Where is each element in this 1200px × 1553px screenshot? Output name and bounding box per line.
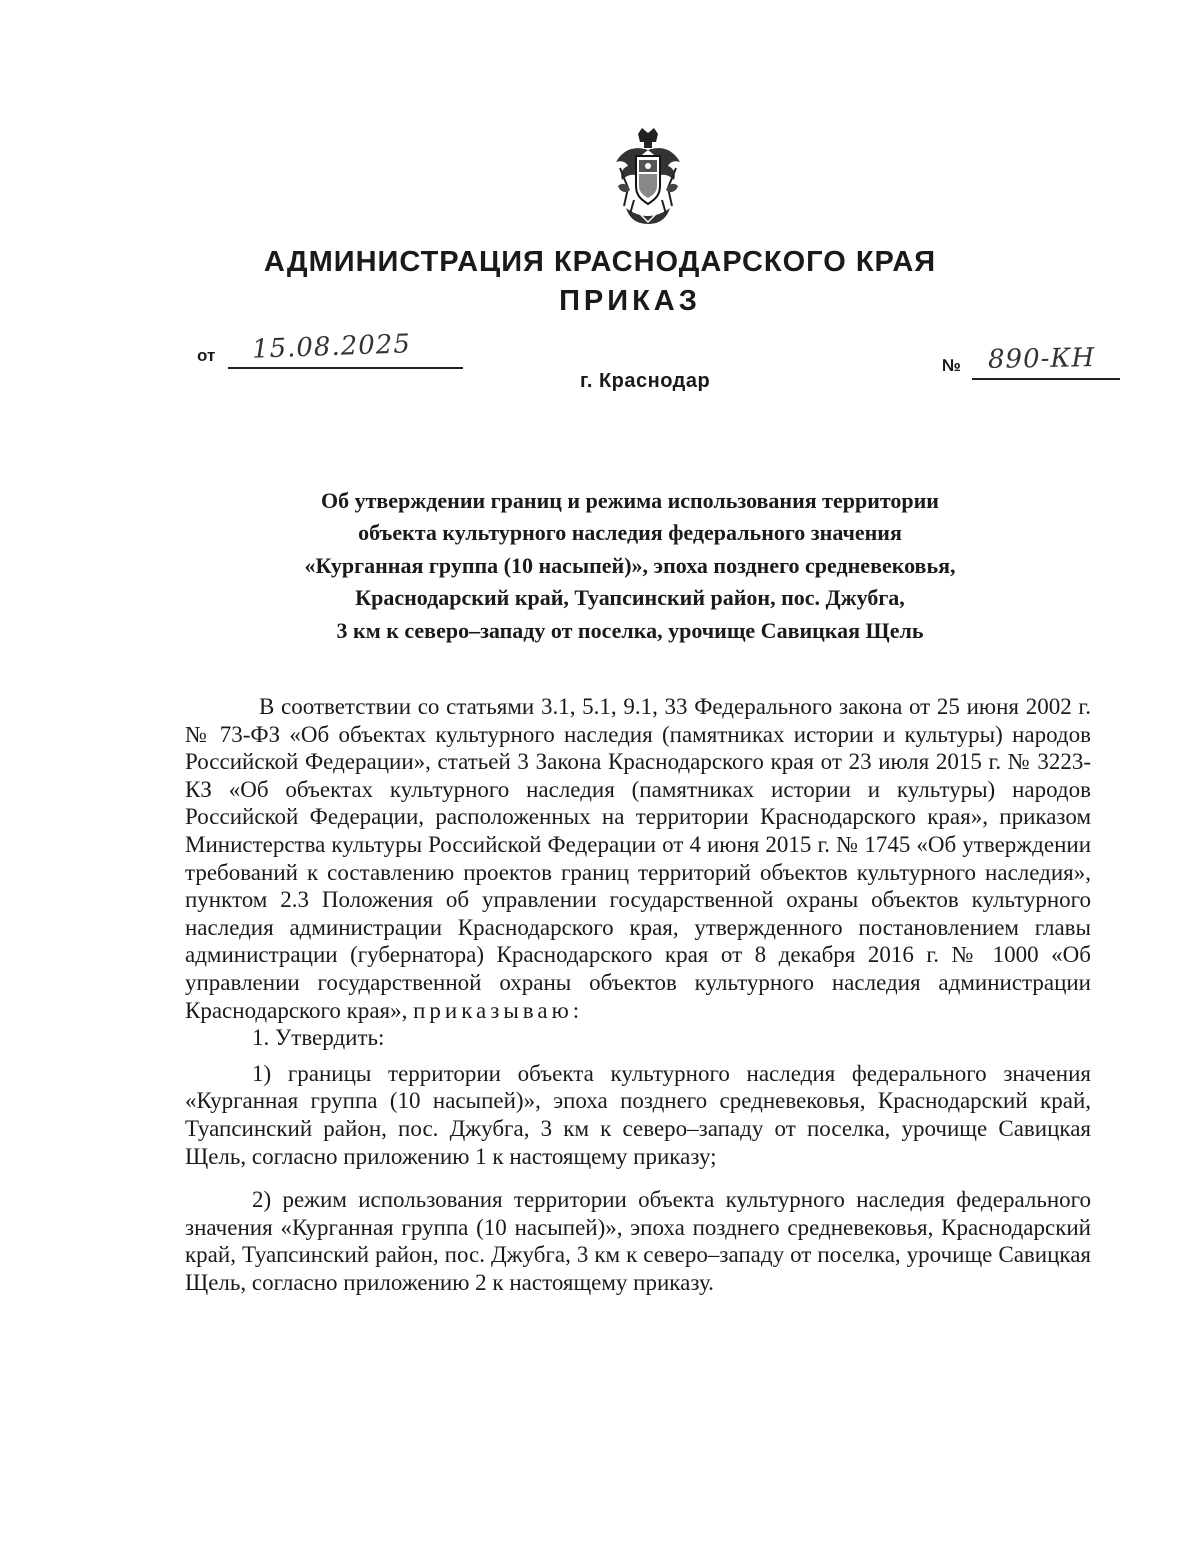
number-underline xyxy=(972,378,1120,380)
preamble-paragraph xyxy=(185,693,1091,1024)
authority-name: АДМИНИСТРАЦИЯ КРАСНОДАРСКОГО КРАЯ xyxy=(263,246,937,278)
item-1: 1. Утвердить: xyxy=(252,1025,385,1051)
preamble-text: В соответствии со статьями 3.1, 5.1, 9.1, 33 Федерального закона от 25 июня 2002 г. № 73-ФЗ «Об объектах культурного наследия (памятниках истории и культуры) народов Российской Федерации», статьей 3 Закона Краснодарского края от 23 июля 2015 г. № 3223-КЗ «Об объектах культурного наследия (памятниках истории и культуры) народов Российской Федерации, расположенных на территории Краснодарского края», приказом Министерства культуры Российской Федерации от 4 июня 2015 г. № 1745 «Об утверждении требований к составлению проектов границ территорий объектов культурного наследия», пунктом 2.3 Положения об управлении государственной охраны объектов культурного наследия администрации Краснодарского края, утвержденного постановлением главы администрации (губернатора) Краснодарского края от 8 декабря 2016 г. № 1000 «Об управлении государственной охраны объектов культурного наследия администрации Краснодарского края», xyxy=(185,694,1091,1023)
document-type: ПРИКАЗ xyxy=(559,285,701,317)
handwritten-number: 890-КН xyxy=(987,343,1096,375)
title-line: объекта культурного наследия федерального значения xyxy=(358,520,902,546)
number-label: № xyxy=(942,356,961,375)
coat-of-arms-icon xyxy=(608,128,688,228)
date-label: от xyxy=(197,346,216,365)
handwritten-date: 15.08.2025 xyxy=(251,329,412,365)
city-label: г. Краснодар xyxy=(580,370,711,392)
subitem-1: 1) границы территории объекта культурного наследия федерального значения «Курганная группа (10 насыпей)», эпоха позднего средневековья, Краснодарский край, Туапсинский район, пос. Джубга, 3 км к северо–западу от поселка, урочище Савицкая Щель, согласно приложению 1 к настоящему приказу; xyxy=(185,1060,1091,1169)
document-body xyxy=(185,693,1091,1296)
subitem-2: 2) режим использования территории объекта культурного наследия федерального значения «Курганная группа (10 насыпей)», эпоха позднего средневековья, Краснодарский край, Туапсинский район, пос. Джубга, 3 км к северо–западу от поселка, урочище Савицкая Щель, согласно приложению 2 к настоящему приказу. xyxy=(185,1187,1091,1295)
title-line: Об утверждении границ и режима использования территории xyxy=(321,488,939,513)
document-title xyxy=(180,485,1080,647)
order-command: приказываю: xyxy=(413,997,584,1023)
date-underline xyxy=(228,367,463,369)
title-line: Краснодарский край, Туапсинский район, пос. Джубга, xyxy=(355,585,905,611)
title-line: 3 км к северо–западу от поселка, урочище Савицкая Щель xyxy=(336,617,924,643)
title-line: «Курганная группа (10 насыпей)», эпоха позднего средневековья, xyxy=(304,552,956,578)
